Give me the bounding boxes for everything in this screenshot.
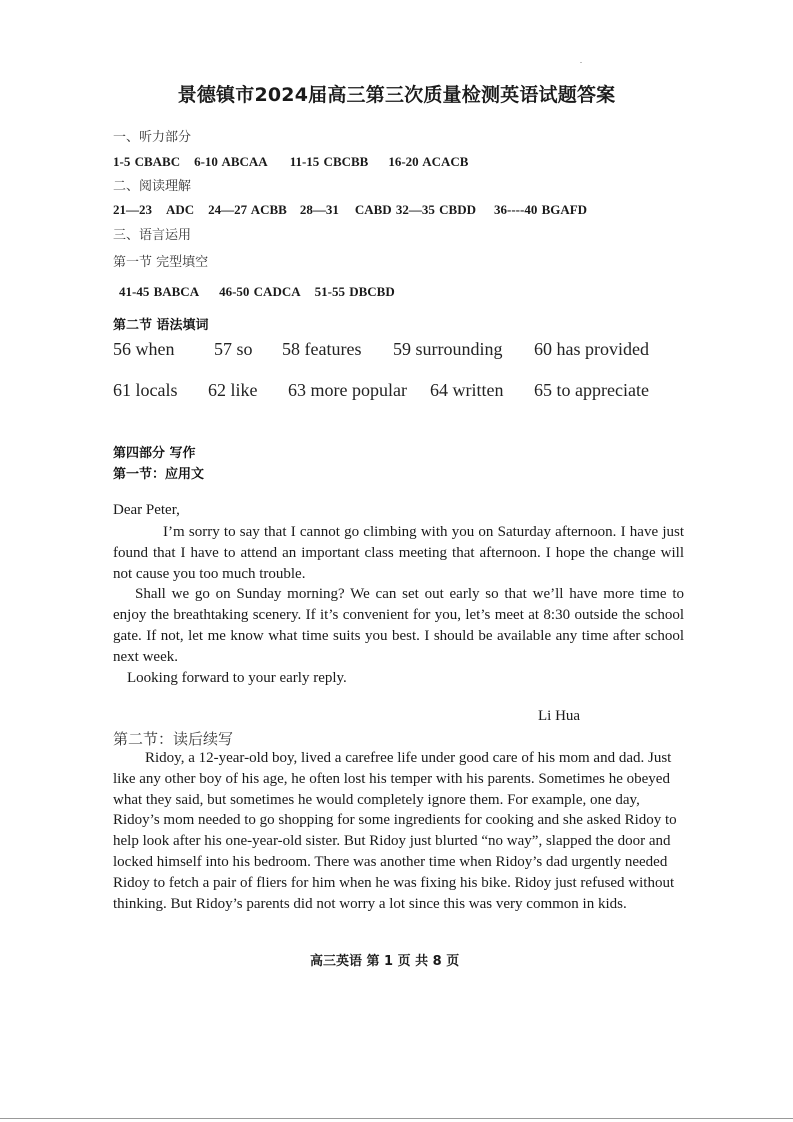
writing-heading: 第四部分 写作 (113, 446, 196, 461)
grammar-answer: 61 locals (113, 380, 178, 400)
answer-group: 28—31 (299, 202, 339, 217)
page-title: 景德镇市2024届高三第三次质量检测英语试题答案 (177, 84, 616, 106)
section2-heading: 二、阅读理解 (113, 179, 192, 194)
answer-group: 16-20 ACACB (388, 154, 469, 169)
answer-group: CABD 32—35 CBDD (354, 202, 476, 217)
page-bottom-border (0, 1118, 793, 1119)
section3-heading: 三、语言运用 (113, 228, 192, 243)
answer-group: ADC (166, 202, 195, 217)
grammar-answer: 59 surrounding (393, 339, 503, 359)
continuation-heading: 第二节：读后续写 (113, 730, 234, 748)
letter-greeting: Dear Peter, (113, 502, 180, 518)
letter-paragraph: Looking forward to your early reply. (127, 669, 347, 686)
cloze-heading: 第一节 完型填空 (113, 255, 209, 270)
reading-answers (113, 202, 587, 218)
grammar-answer: 65 to appreciate (534, 380, 649, 400)
grammar-heading: 第二节 语法填词 (113, 318, 209, 333)
listening-answers (113, 154, 468, 170)
grammar-answer: 57 so (214, 339, 253, 359)
section1-heading: 一、听力部分 (113, 130, 192, 145)
grammar-answer: 64 written (430, 380, 504, 400)
grammar-answer: 58 features (282, 339, 362, 359)
answer-group: 46-50 CADCA (219, 284, 301, 299)
letter-paragraph: Shall we go on Sunday morning? We can set out early so that we’ll have more time to enjoy the breathtaking scenery. If it’s convenient for you, let’s meet at 8:30 outside the school gate. If not, let me know what time suits you best. I should be available any time after school next week. (113, 586, 684, 665)
grammar-answer: 56 when (113, 339, 175, 359)
answer-group: 24—27 ACBB (208, 202, 287, 217)
answer-group: 36----40 BGAFD (494, 202, 588, 217)
answer-group: 1-5 CBABC (113, 154, 181, 169)
cloze-answers (119, 284, 395, 300)
corner-mark: . (580, 56, 582, 65)
grammar-answer: 60 has provided (534, 339, 649, 359)
answer-group: 21—23 (113, 202, 152, 217)
page-footer: 高三英语 第 1 页 共 8 页 (310, 954, 460, 969)
answer-group: 51-55 DBCBD (314, 284, 395, 299)
practical-writing-heading: 第一节：应用文 (113, 467, 205, 482)
answer-group: 41-45 BABCA (119, 284, 200, 299)
story-text (113, 748, 684, 914)
letter-signature: Li Hua (538, 708, 581, 724)
letter-paragraph: I’m sorry to say that I cannot go climbing with you on Saturday afternoon. I have just found that I have to attend an important class meeting that afternoon. I hope the change will not cause you too much trouble. (113, 524, 684, 582)
answer-group: 11-15 CBCBB (289, 154, 369, 169)
story-paragraph: Ridoy, a 12-year-old boy, lived a carefree life under good care of his mom and dad. Just like any other boy of his age, he often lost his temper with his parents. Sometimes he obeyed what they said, but sometimes he would completely ignore them. For example, one day, Ridoy’s mom needed to go shopping for some ingredients for cooking and she asked Ridoy to help look after his one-year-old sister. But Ridoy just blurted “no way”, slapped the door and locked himself into his bedroom. There was another time when Ridoy’s dad urgently needed Ridoy to fetch a pair of fliers for him when he was fixing his bike. Ridoy just refused without thinking. But Ridoy’s parents did not worry a lot since this was very common in kids. (113, 750, 677, 912)
grammar-answer: 63 more popular (288, 380, 407, 400)
answer-group: 6-10 ABCAA (194, 154, 268, 169)
grammar-answer: 62 like (208, 380, 258, 400)
letter-body (113, 522, 684, 688)
